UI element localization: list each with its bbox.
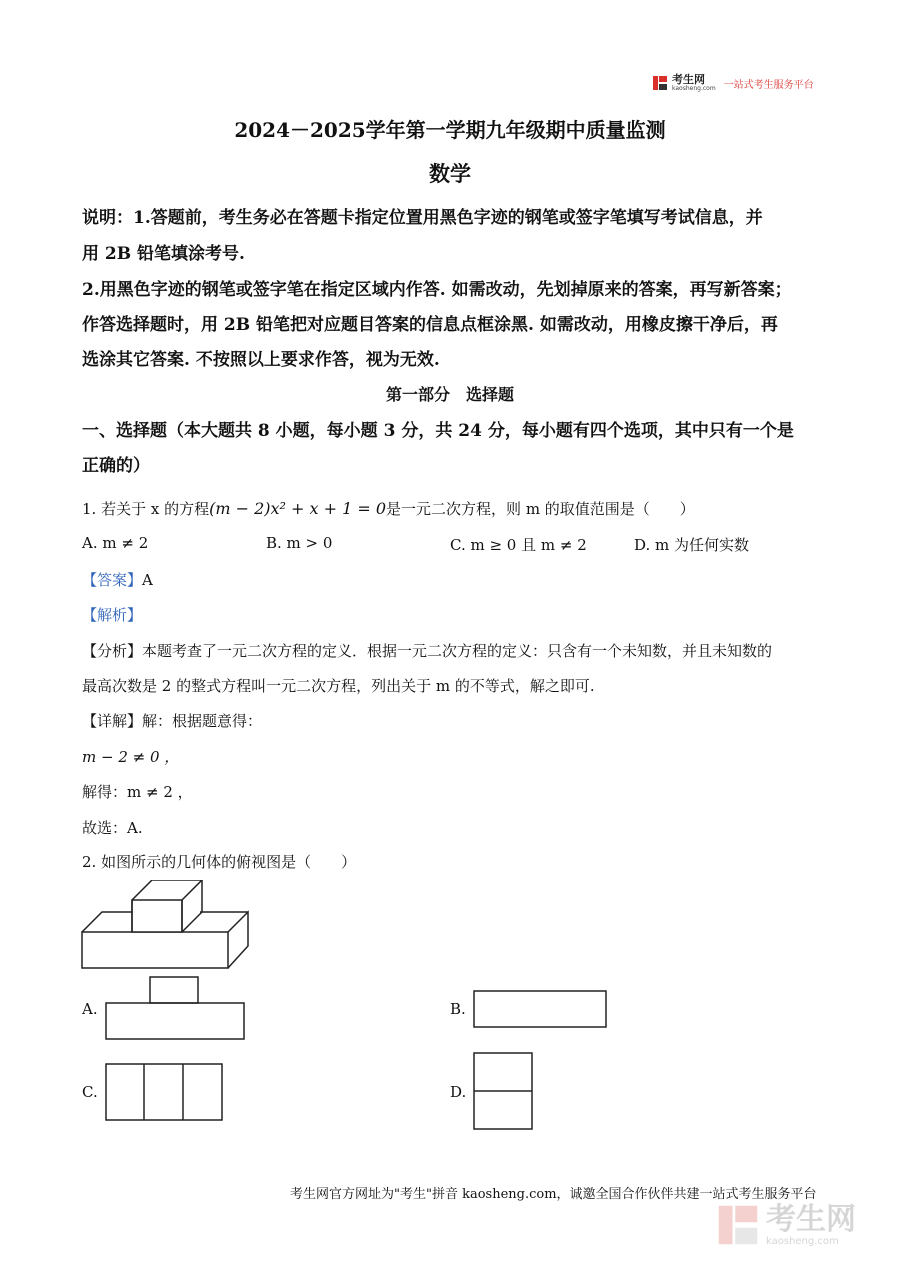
kaosheng-logo-icon xyxy=(652,75,668,91)
answer-tag: 【答案】 xyxy=(82,571,143,589)
question-2: 2. 如图所示的几何体的俯视图是（ ） xyxy=(82,853,357,871)
detail-line: 【详解】解：根据题意得： xyxy=(82,712,263,730)
q1-equation: (m − 2)x² + x + 1 = 0 xyxy=(209,499,387,518)
q2-label-c: C. xyxy=(82,1083,98,1101)
q1-option-b: B. m > 0 xyxy=(266,534,333,552)
note-2-line-1: 2.用黑色字迹的钢笔或签字笔在指定区域内作答. 如需改动，先划掉原来的答案，再写新答案； xyxy=(82,280,792,300)
watermark-logo-icon xyxy=(716,1203,760,1247)
q2-option-d-figure xyxy=(472,1051,534,1131)
q2-label-a: A. xyxy=(82,1000,98,1018)
section-heading-line-1: 一、选择题（本大题共 8 小题，每小题 3 分，共 24 分，每小题有四个选项，其中只有一个是 xyxy=(82,421,794,441)
brand-logo xyxy=(652,74,814,92)
footer-text: 考生网官方网址为"考生"拼音 kaosheng.com，诚邀全国合作伙伴共建一站式考生服务平台 xyxy=(290,1187,817,1202)
fenxi-line-2: 最高次数是 2 的整式方程叫一元二次方程，列出关于 m 的不等式，解之即可. xyxy=(82,677,595,695)
q1-option-a: A. m ≠ 2 xyxy=(82,534,149,552)
q2-label-b: B. xyxy=(450,1000,466,1018)
brand-domain: kaosheng.com xyxy=(672,85,716,92)
solution-step-2: 解得：m ≠ 2 ， xyxy=(82,783,193,801)
q2-option-b-figure xyxy=(472,989,608,1029)
q2-option-a-figure xyxy=(104,975,246,1041)
exam-title: 2024－2025学年第一学期九年级期中质量监测 xyxy=(234,118,666,142)
watermark xyxy=(716,1203,856,1247)
q1-option-d: D. m 为任何实数 xyxy=(634,536,750,554)
answer-value: A xyxy=(142,571,153,589)
question-1 xyxy=(82,498,695,519)
q1-option-c: C. m ≥ 0 且 m ≠ 2 xyxy=(450,536,587,554)
fenxi-line-1: 【分析】本题考查了一元二次方程的定义．根据一元二次方程的定义：只含有一个未知数，并且未知数的 xyxy=(82,642,773,660)
q2-label-d: D. xyxy=(450,1083,467,1101)
note-2-line-3: 选涂其它答案. 不按照以上要求作答，视为无效. xyxy=(82,350,440,370)
section-heading-line-2: 正确的） xyxy=(82,456,150,476)
solution-step-1: m − 2 ≠ 0 ， xyxy=(82,748,180,766)
watermark-text: 考生网 xyxy=(766,1201,856,1237)
q1-post: 是一元二次方程，则 m 的取值范围是（ ） xyxy=(386,500,695,518)
q1-answer xyxy=(82,569,153,590)
note-1-line-1: 说明：1.答题前，考生务必在答题卡指定位置用黑色字迹的钢笔或签字笔填写考试信息，并 xyxy=(82,208,763,228)
note-2-line-2: 作答选择题时，用 2B 铅笔把对应题目答案的信息点框涂黑. 如需改动，用橡皮擦干净后，再 xyxy=(82,315,778,335)
brand-slogan: 一站式考生服务平台 xyxy=(723,79,814,91)
geometric-solid-figure xyxy=(78,880,258,972)
watermark-domain: kaosheng.com xyxy=(766,1235,839,1247)
analysis-tag: 【解析】 xyxy=(82,606,143,624)
choose-line: 故选：A. xyxy=(82,819,143,837)
note-1-line-2: 用 2B 铅笔填涂考号. xyxy=(82,244,245,264)
part-title: 第一部分 选择题 xyxy=(385,385,514,404)
subject-title: 数学 xyxy=(429,161,471,186)
q2-option-c-figure xyxy=(104,1062,224,1122)
brand-name: 考生网 xyxy=(672,73,705,86)
q1-pre: 1. 若关于 x 的方程 xyxy=(82,500,210,518)
